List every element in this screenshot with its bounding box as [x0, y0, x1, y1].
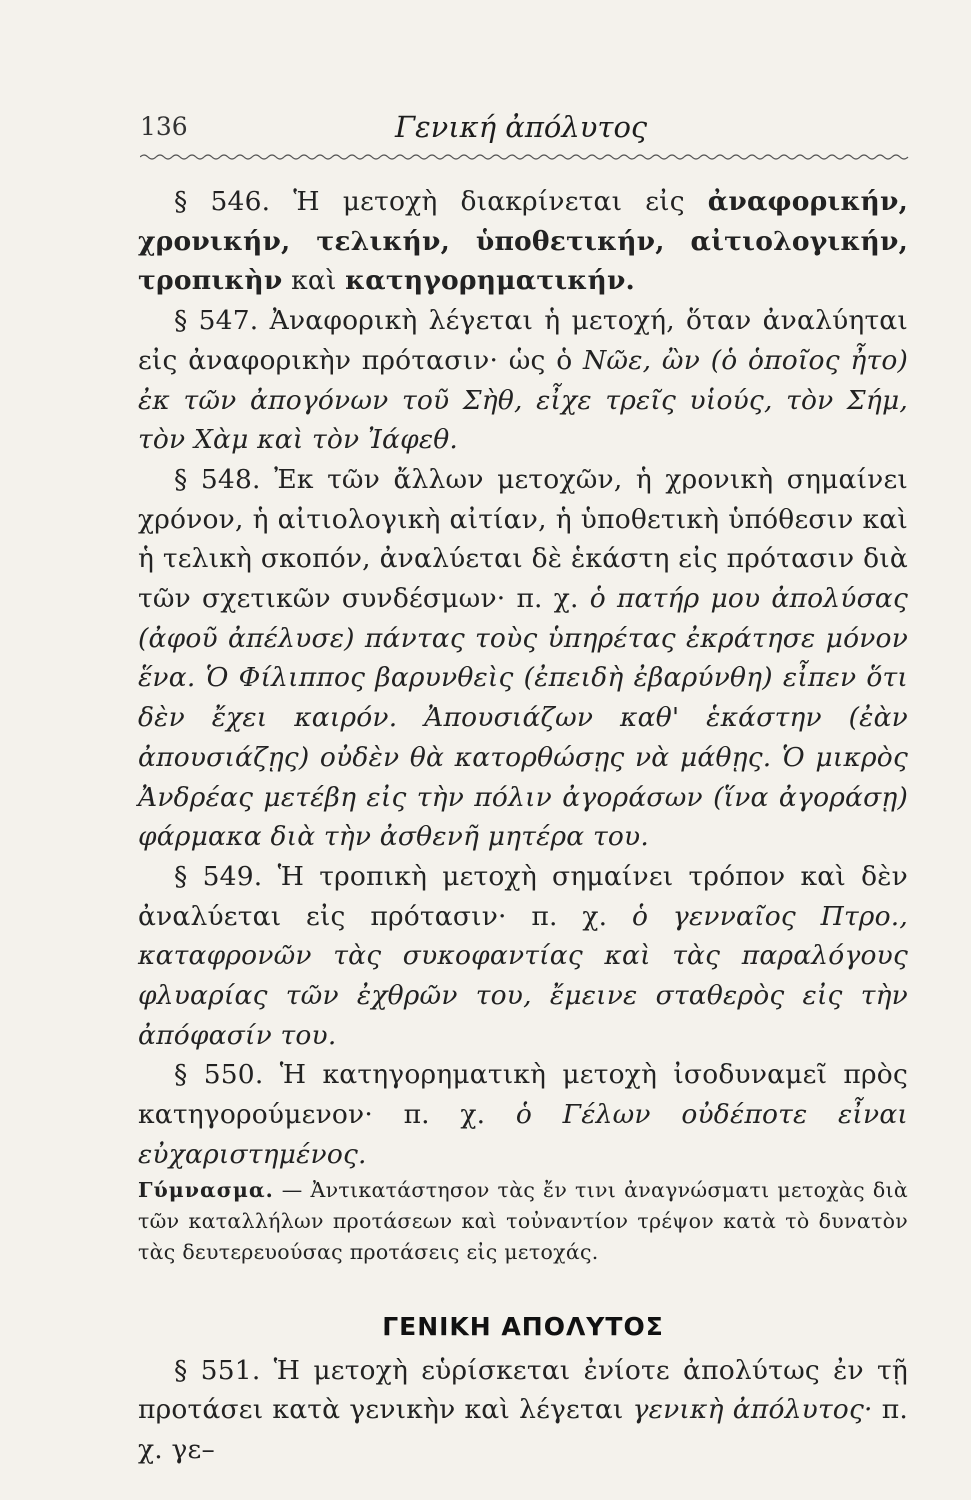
- paragraph-547: [138, 301, 908, 460]
- paragraph-text: Ἐκ τῶν ἄλλων μετοχῶν, ἡ χρονικὴ σημαίνει χρόνον, ἡ αἰτιολογικὴ αἰτίαν, ἡ ὑποθετικὴ ὑπόθεσιν καὶ ἡ τελικὴ σκοπόν, ἀναλύεται δὲ ἑκάστη εἰς πρότασιν διὰ τῶν σχετικῶν συνδέσμων· π. χ.: [138, 463, 908, 615]
- paragraph-text: Ἡ τροπικὴ μετοχὴ σημαίνει τρόπον καὶ δὲν ἀναλύεται εἰς πρότασιν· π. χ.: [138, 860, 908, 932]
- exercise-dash: —: [281, 1177, 303, 1202]
- example-text: Νῶε, ὢν (ὁ ὁποῖος ἦτο) ἐκ τῶν ἀπογόνων τοῦ Σὴθ, εἶχε τρεῖς υἱούς, τὸν Σήμ, τὸν Χὰμ καὶ τὸν Ἰάφεθ.: [138, 344, 909, 456]
- page-header: [140, 112, 910, 152]
- exercise-text: Ἀντικατάστησον τὰς ἔν τινι ἀναγνώσματι μετοχὰς διὰ τῶν καταλλήλων προτάσεων καὶ τοὐναντίον τρέψον κατὰ τὸ δυνατὸν τὰς δευτερευούσας προτάσεις εἰς μετοχάς.: [138, 1177, 908, 1264]
- exercise: [138, 1175, 908, 1268]
- paragraph-text: Ἡ μετοχὴ διακρίνεται εἰς: [293, 186, 685, 217]
- bold-term: κατηγορηματικήν.: [345, 265, 635, 297]
- example-text: γενικὴ ἀπόλυτος·: [632, 1394, 873, 1426]
- running-title: Γενική ἀπόλυτος: [395, 110, 648, 144]
- paragraph-text: π. χ. γε–: [138, 1394, 908, 1465]
- section-number: § 547.: [174, 305, 259, 337]
- page-number: 136: [140, 112, 188, 141]
- header-rule: [140, 152, 910, 162]
- section-title: ΓΕΝΙΚΗ ΑΠΟΛΥΤΟΣ: [382, 1311, 664, 1341]
- section-number: § 550.: [174, 1059, 264, 1091]
- paragraph-text: Ἡ κατηγορηματικὴ μετοχὴ ἰσοδυναμεῖ πρὸς κατηγορούμενον· π. χ.: [138, 1059, 908, 1131]
- paragraph-text: καὶ: [291, 265, 337, 297]
- paragraph-text: Ἀναφορικὴ λέγεται ἡ μετοχή, ὅταν ἀναλύηται εἰς ἀναφορικὴν πρότασιν· ὡς ὁ: [138, 305, 908, 376]
- section-number: § 549.: [174, 860, 263, 892]
- bold-term: ἀναφορικήν, χρονικήν, τελικήν, ὑποθετικήν, αἰτιολογικήν, τροπικὴν: [138, 186, 908, 297]
- section-number: § 546.: [174, 186, 271, 217]
- section-number: § 548.: [174, 463, 261, 495]
- example-text: ὁ πατήρ μου ἀπολύσας (ἀφοῦ ἀπέλυσε) πάντας τοὺς ὑπηρέτας ἐκράτησε μόνον ἕνα. Ὁ Φίλιππος βαρυνθεὶς (ἐπειδὴ ἐβαρύνθη) εἶπεν ὅτι δὲν ἔχει καιρόν. Ἀπουσιάζων καθ' ἑκάστην (ἐὰν ἀπουσιάζῃς) οὐδὲν θὰ κατορθώσῃς νὰ μάθῃς. Ὁ μικρὸς Ἀνδρέας μετέβη εἰς τὴν πόλιν ἀγοράσων (ἵνα ἀγοράσῃ) φάρμακα διὰ τὴν ἀσθενῆ μητέρα του.: [138, 583, 908, 853]
- example-text: ὁ Γέλων οὐδέποτε εἶναι εὐχαριστημένος.: [138, 1099, 909, 1170]
- paragraph-551: [138, 1351, 908, 1470]
- page-body: [138, 182, 908, 1470]
- paragraph-text: Ἡ μετοχὴ εὑρίσκεται ἐνίοτε ἀπολύτως ἐν τῇ προτάσει κατὰ γενικὴν καὶ λέγεται: [138, 1354, 908, 1426]
- example-text: ὁ γενναῖος Πτρο., καταφρονῶν τὰς συκοφαντίας καὶ τὰς παραλόγους φλυαρίας τῶν ἐχθρῶν του, ἔμεινε σταθερὸς εἰς τὴν ἀπόφασίν του.: [138, 900, 908, 1051]
- section-number: § 551.: [174, 1354, 261, 1386]
- paragraph-549: [138, 857, 908, 1056]
- paragraph-548: [138, 460, 908, 857]
- paragraph-550: [138, 1055, 908, 1174]
- paragraph-546: [138, 182, 908, 301]
- exercise-label: Γύμνασμα.: [138, 1177, 274, 1202]
